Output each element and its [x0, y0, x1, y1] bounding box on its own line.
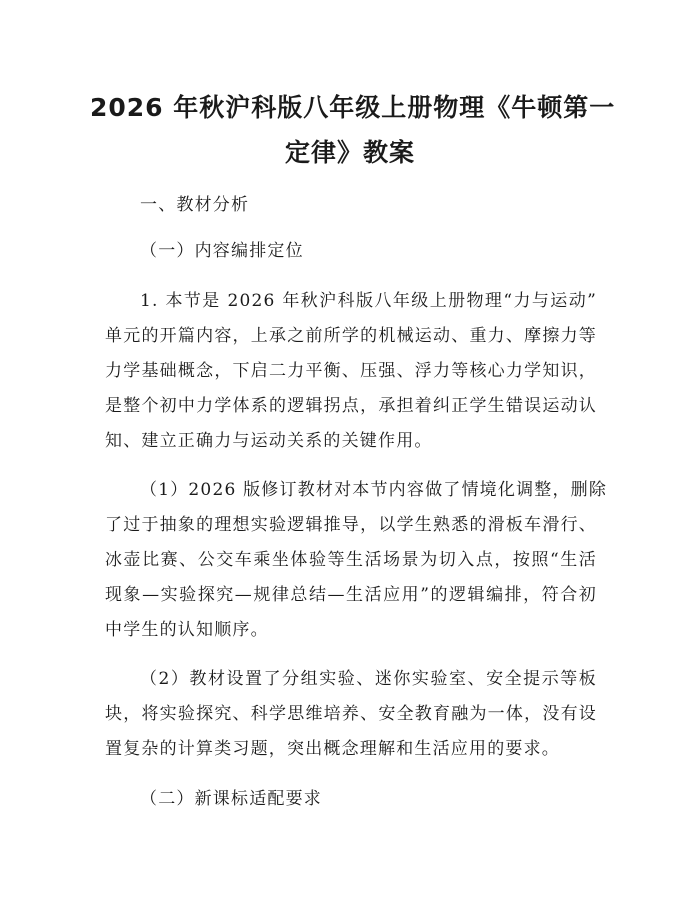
- paragraph-3-line-3: 置复杂的计算类习题，突出概念理解和生活应用的要求。: [105, 739, 560, 759]
- document-title-line-1: 2026 年秋沪科版八年级上册物理《牛顿第一: [90, 93, 616, 122]
- subsection-heading-content-arrangement: （一）内容编排定位: [140, 241, 304, 261]
- paragraph-1-line-3: 力学基础概念，下启二力平衡、压强、浮力等核心力学知识，: [105, 361, 597, 381]
- paragraph-1-line-2: 单元的开篇内容，上承之前所学的机械运动、重力、摩擦力等: [105, 326, 597, 346]
- paragraph-2-line-3: 冰壶比赛、公交车乘坐体验等生活场景为切入点，按照“生活: [105, 550, 597, 570]
- subsection-heading-curriculum-standards: （二）新课标适配要求: [140, 789, 322, 809]
- paragraph-2-line-2: 了过于抽象的理想实验逻辑推导，以学生熟悉的滑板车滑行、: [105, 515, 597, 535]
- paragraph-1-line-5: 知、建立正确力与运动关系的关键作用。: [105, 431, 433, 451]
- paragraph-2-line-1: （1）2026 版修订教材对本节内容做了情境化调整，删除: [140, 480, 608, 500]
- paragraph-3-line-2: 块，将实验探究、科学思维培养、安全教育融为一体，没有设: [105, 704, 597, 724]
- paragraph-1-line-1: 1. 本节是 2026 年秋沪科版八年级上册物理“力与运动”: [140, 291, 597, 311]
- paragraph-1-line-4: 是整个初中力学体系的逻辑拐点，承担着纠正学生错误运动认: [105, 396, 597, 416]
- paragraph-3-line-1: （2）教材设置了分组实验、迷你实验室、安全提示等板: [140, 669, 597, 689]
- paragraph-2-line-4: 现象—实验探究—规律总结—生活应用”的逻辑编排，符合初: [105, 585, 597, 605]
- document-title-line-2: 定律》教案: [284, 138, 415, 167]
- section-heading-textbook-analysis: 一、教材分析: [140, 195, 250, 215]
- paragraph-2-line-5: 中学生的认知顺序。: [105, 620, 269, 640]
